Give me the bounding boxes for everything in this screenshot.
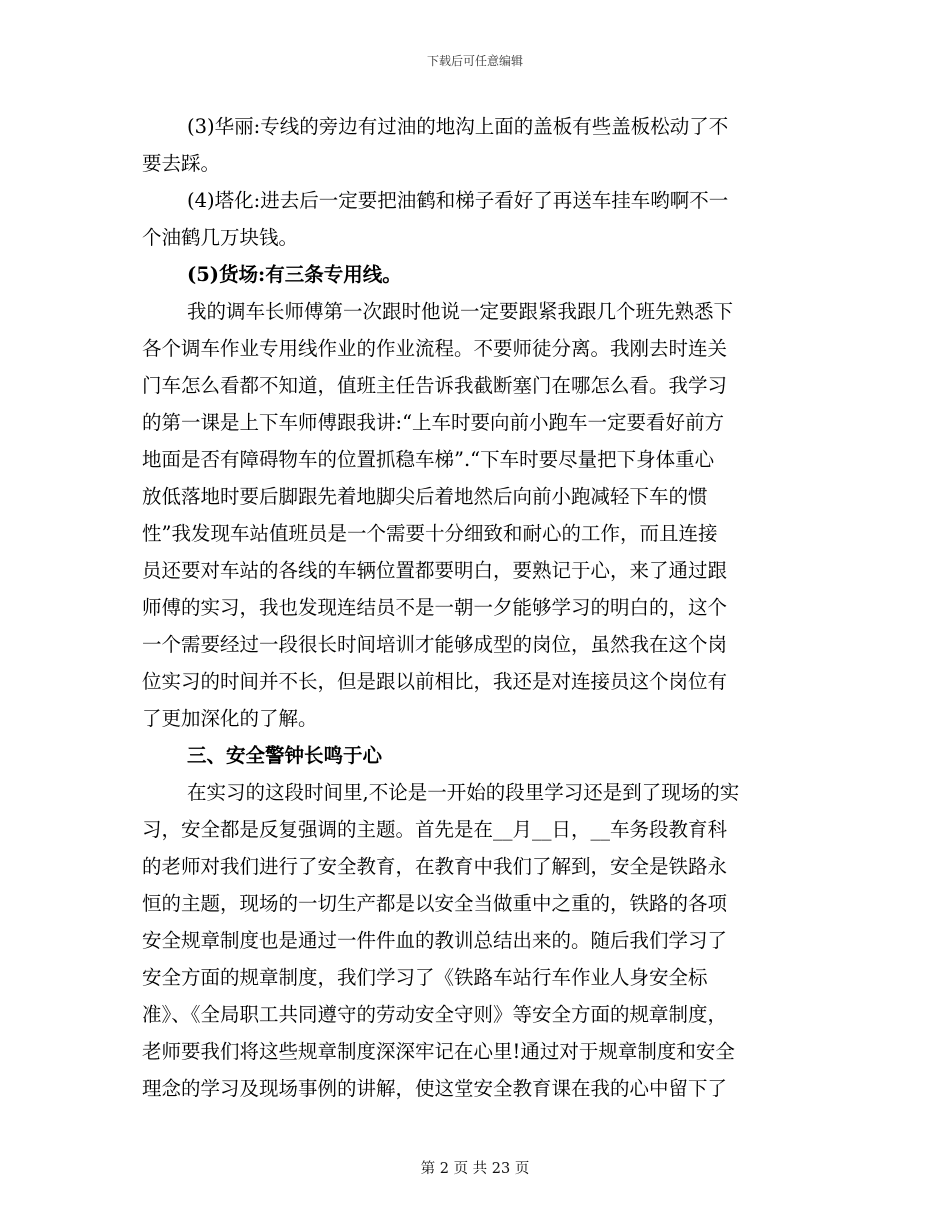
paragraph-line: 安全方面的规章制度，我们学习了《铁路车站行车作业人身安全标	[142, 966, 708, 989]
paragraph-line: 一个需要经过一段很长时间培训才能够成型的岗位，虽然我在这个岗	[142, 633, 728, 656]
subheading-line: (5)货场:有三条专用线。	[187, 263, 402, 286]
page-header: 下载后可任意编辑	[426, 54, 523, 68]
paragraph-line: 习，安全都是反复强调的主题。首先是在__月__日，__车务段教育科	[142, 818, 728, 841]
paragraph-line: 我的调车长师傅第一次跟时他说一定要跟紧我跟几个班先熟悉下	[187, 300, 734, 323]
paragraph-line: 门车怎么看都不知道，值班主任告诉我截断塞门在哪怎么看。我学习	[142, 374, 728, 397]
paragraph-line: 性”我发现车站值班员是一个需要十分细致和耐心的工作，而且连接	[142, 522, 718, 545]
paragraph-line: 地面是否有障碍物车的位置抓稳车梯”.“下车时要尽量把下身体重心	[142, 448, 715, 471]
paragraph-line: 的老师对我们进行了安全教育，在教育中我们了解到，安全是铁路永	[142, 855, 728, 878]
paragraph-line: 位实习的时间并不长，但是跟以前相比，我还是对连接员这个岗位有	[142, 670, 728, 693]
paragraph-line: 师傅的实习，我也发现连结员不是一朝一夕能够学习的明白的，这个	[142, 596, 728, 619]
paragraph-line: 准》、《全局职工共同遵守的劳动安全守则》等安全方面的规章制度，	[142, 1003, 728, 1026]
paragraph-line: 恒的主题，现场的一切生产都是以安全当做重中之重的，铁路的各项	[142, 892, 728, 915]
paragraph-line: 员还要对车站的各线的车辆位置都要明白，要熟记于心，来了通过跟	[142, 559, 728, 582]
document-body	[142, 108, 810, 1107]
paragraph-line: 老师要我们将这些规章制度深深牢记在心里!通过对于规章制度和安全	[142, 1040, 735, 1063]
paragraph-line: 放低落地时要后脚跟先着地脚尖后着地然后向前小跑减轻下车的惯	[142, 485, 708, 508]
paragraph-line: 个油鹤几万块钱。	[142, 226, 299, 249]
paragraph-line: 要去踩。	[142, 152, 221, 175]
paragraph-line: 的第一课是上下车师傅跟我讲:“上车时要向前小跑车一定要看好前方	[142, 411, 725, 434]
paragraph-line: 各个调车作业专用线作业的作业流程。不要师徒分离。我刚去时连关	[142, 337, 728, 360]
section-heading: 三、安全警钟长鸣于心	[187, 744, 383, 767]
paragraph-line: 安全规章制度也是通过一件件血的教训总结出来的。随后我们学习了	[142, 929, 728, 952]
paragraph-line: 了更加深化的了解。	[142, 707, 318, 730]
paragraph-line: 理念的学习及现场事例的讲解，使这堂安全教育课在我的心中留下了	[142, 1077, 728, 1100]
page-footer: 第 2 页 共 23 页	[420, 1161, 530, 1177]
paragraph-line: (4)塔化:进去后一定要把油鹤和梯子看好了再送车挂车哟啊不一	[187, 189, 729, 212]
paragraph-line: 在实习的这段时间里,不论是一开始的段里学习还是到了现场的实	[187, 781, 740, 804]
paragraph-line: (3)华丽:专线的旁边有过油的地沟上面的盖板有些盖板松动了不	[187, 115, 729, 138]
